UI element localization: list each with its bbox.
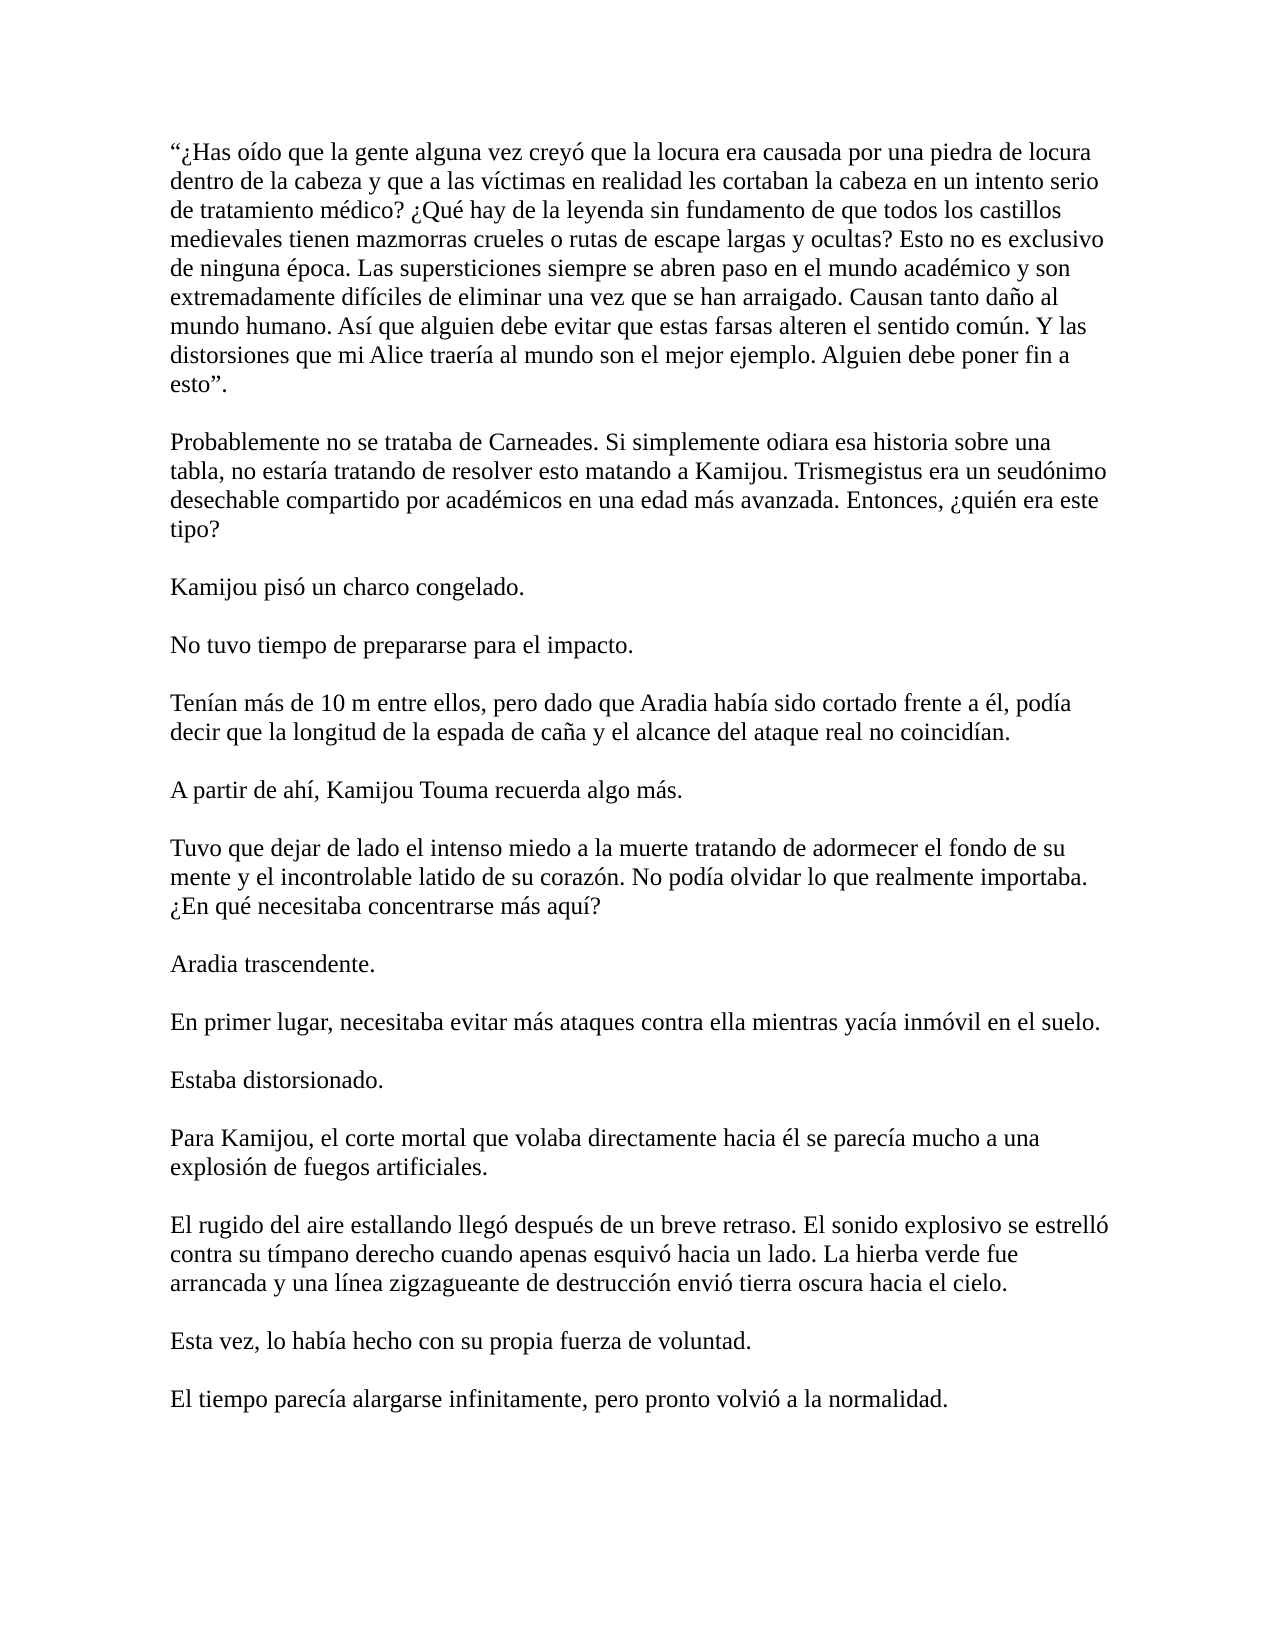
paragraph: Tenían más de 10 m entre ellos, pero dado que Aradia había sido cortado frente a él, podía decir que la longitud de la espada de caña y el alcance del ataque real no coincidían.: [170, 690, 1072, 746]
paragraph: El tiempo parecía alargarse infinitamente, pero pronto volvió a la normalidad.: [170, 1386, 949, 1413]
paragraph: Esta vez, lo había hecho con su propia fuerza de voluntad.: [170, 1328, 752, 1355]
paragraph: Kamijou pisó un charco congelado.: [170, 574, 525, 601]
paragraph: Tuvo que dejar de lado el intenso miedo a la muerte tratando de adormecer el fondo de su mente y el incontrolable latido de su corazón. No podía olvidar lo que realmente importaba. ¿En qué necesitaba concentrarse más aquí?: [170, 835, 1088, 920]
paragraph: Para Kamijou, el corte mortal que volaba directamente hacia él se parecía mucho a una explosión de fuegos artificiales.: [170, 1125, 1040, 1181]
paragraph: Aradia trascendente.: [170, 951, 376, 978]
document-body: [170, 138, 1110, 1414]
paragraph: Estaba distorsionado.: [170, 1067, 384, 1094]
paragraph: El rugido del aire estallando llegó después de un breve retraso. El sonido explosivo se estrelló contra su tímpano derecho cuando apenas esquivó hacia un lado. La hierba verde fue arrancada y una línea zigzagueante de destrucción envió tierra oscura hacia el cielo.: [170, 1212, 1109, 1297]
paragraph: Probablemente no se trataba de Carneades. Si simplemente odiara esa historia sobre una tabla, no estaría tratando de resolver esto matando a Kamijou. Trismegistus era un seudónimo desechable compartido por académicos en una edad más avanzada. Entonces, ¿quién era este tipo?: [170, 429, 1107, 543]
paragraph: “¿Has oído que la gente alguna vez creyó que la locura era causada por una piedra de locura dentro de la cabeza y que a las víctimas en realidad les cortaban la cabeza en un intento serio de tratamiento médico? ¿Qué hay de la leyenda sin fundamento de que todos los castillos medievales tienen mazmorras crueles o rutas de escape largas y ocultas? Esto no es exclusivo de ninguna época. Las supersticiones siempre se abren paso en el mundo académico y son extremadamente difíciles de eliminar una vez que se han arraigado. Causan tanto daño al mundo humano. Así que alguien debe evitar que estas farsas alteren el sentido común. Y las distorsiones que mi Alice traería al mundo son el mejor ejemplo. Alguien debe poner fin a esto”.: [170, 139, 1104, 398]
paragraph: A partir de ahí, Kamijou Touma recuerda algo más.: [170, 777, 683, 804]
paragraph: En primer lugar, necesitaba evitar más ataques contra ella mientras yacía inmóvil en el suelo.: [170, 1009, 1101, 1036]
paragraph: No tuvo tiempo de prepararse para el impacto.: [170, 632, 634, 659]
